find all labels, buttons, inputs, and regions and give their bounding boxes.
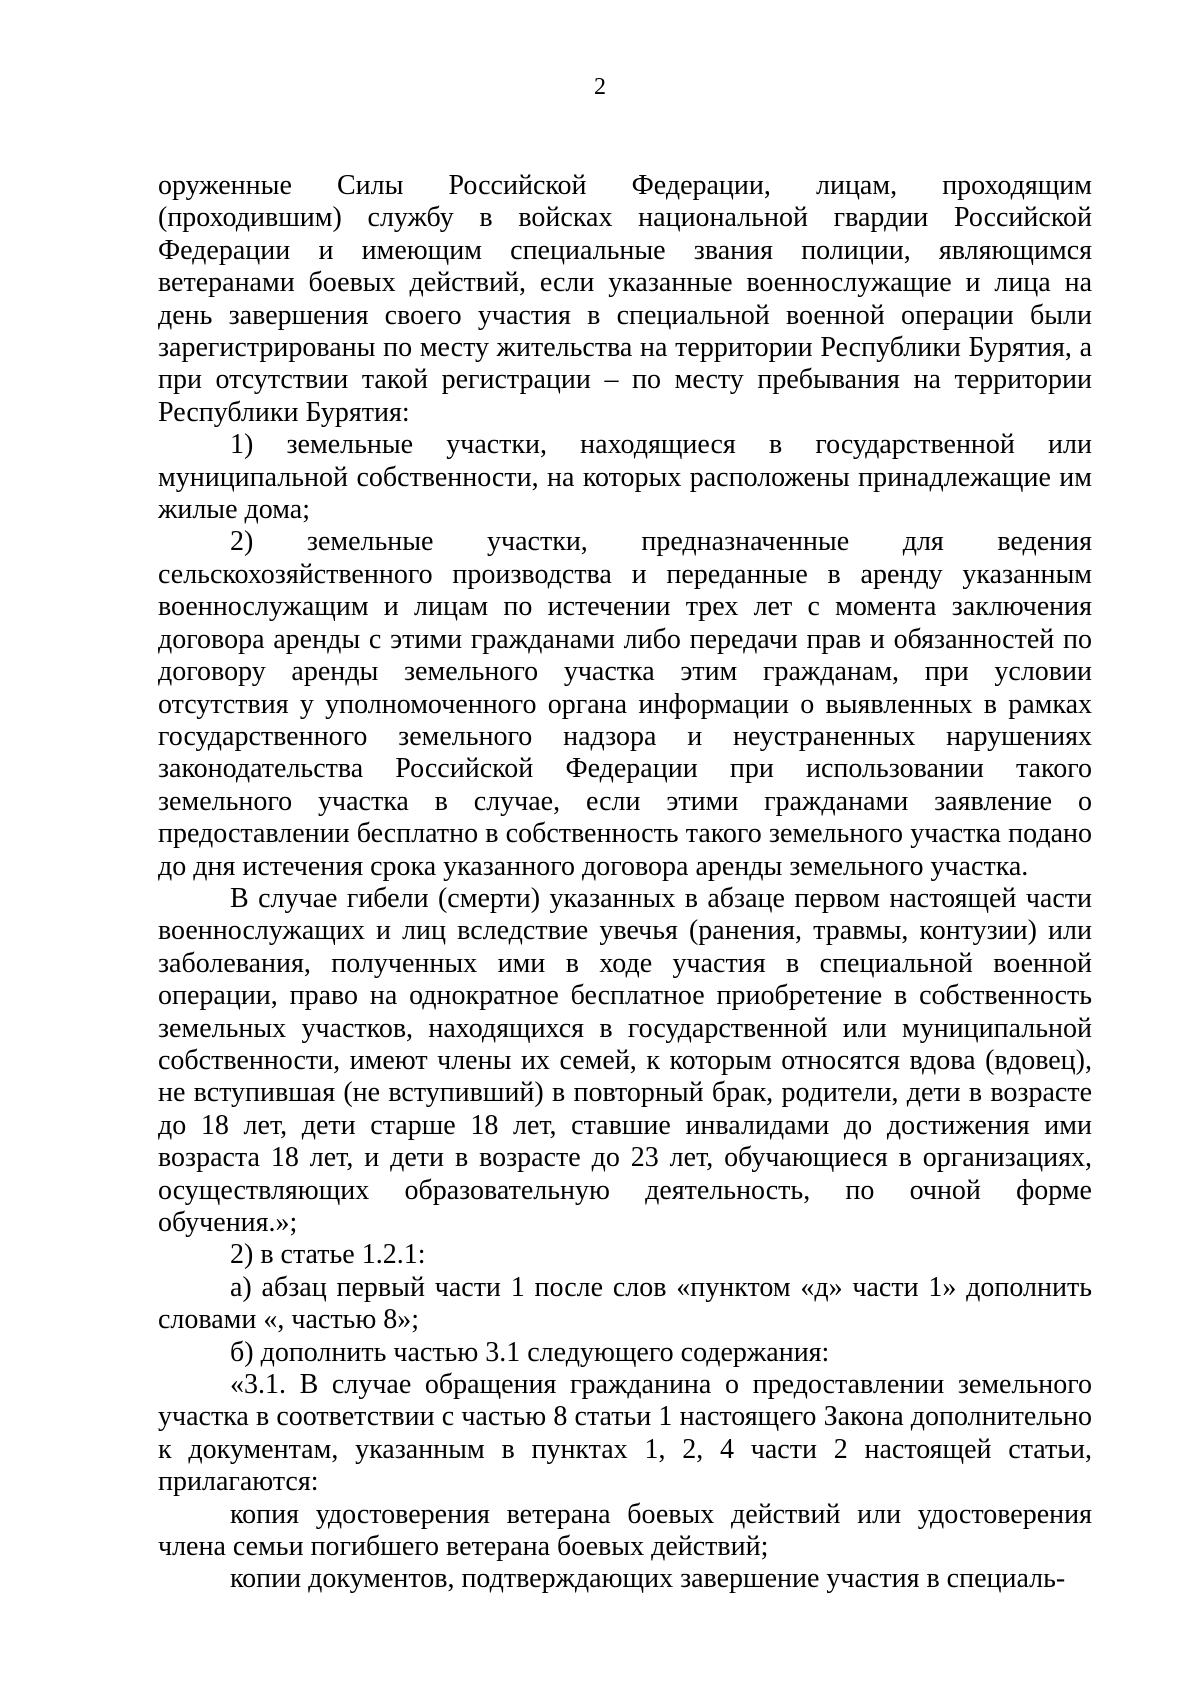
paragraph-amendment-b: б) дополнить частью 3.1 следующего содержания: bbox=[230, 1336, 830, 1368]
paragraph-veteran-certificate: копия удостоверения ветерана боевых действий или удостоверения члена семьи погибшего ветерана боевых действий; bbox=[158, 1498, 1092, 1563]
paragraph-intro-continuation: оруженные Силы Российской Федерации, лицам, проходящим (проходившим) службу в войсках национальной гвардии Российской Федерации и имеющим специальные звания полиции, являющимся ветеранами боевых действий, если указанные военнослужащие и лица на день завершения своего участия в специальной военной операции были зарегистрированы по месту жительства на территории Республики Бурятия, а при отсутствии такой регистрации – по месту пребывания на территории Республики Бурятия: bbox=[158, 170, 1092, 428]
document-body bbox=[158, 170, 1092, 1596]
paragraph-documents-copies: копии документов, подтверждающих завершение участия в специаль- bbox=[230, 1563, 1066, 1595]
paragraph-amendment-a: а) абзац первый части 1 после слов «пунктом «д» части 1» дополнить словами «, частью 8»; bbox=[158, 1271, 1092, 1336]
paragraph-item-2: 2) земельные участки, предназначенные для ведения сельскохозяйственного производства и переданные в аренду указанным военнослужащим и лицам по истечении трех лет с момента заключения договора аренды с этими гражданами либо передачи прав и обязанностей по договору аренды земельного участка этим гражданам, при условии отсутствия у уполномоченного органа информации о выявленных в рамках государственного земельного надзора и неустраненных нарушениях законодательства Российской Федерации при использовании такого земельного участка в случае, если этими гражданами заявление о предоставлении бесплатно в собственность такого земельного участка подано до дня истечения срока указанного договора аренды земельного участка. bbox=[158, 526, 1092, 882]
paragraph-part-3-1: «3.1. В случае обращения гражданина о предоставлении земельного участка в соответствии с частью 8 статьи 1 настоящего Закона дополнительно к документам, указанным в пунктах 1, 2, 4 части 2 настоящей статьи, прилагаются: bbox=[158, 1369, 1092, 1498]
paragraph-death-case: В случае гибели (смерти) указанных в абзаце первом настоящей части военнослужащих и лиц вследствие увечья (ранения, травмы, контузии) или заболевания, полученных ими в ходе участия в специальной военной операции, право на однократное бесплатное приобретение в собственность земельных участков, находящихся в государственной или муниципальной собственности, имеют члены их семей, к которым относятся вдова (вдовец), не вступившая (не вступивший) в повторный брак, родители, дети в возрасте до 18 лет, дети старше 18 лет, ставшие инвалидами до достижения ими возраста 18 лет, и дети в возрасте до 23 лет, обучающиеся в организациях, осуществляющих образовательную деятельность, по очной форме обучения.»; bbox=[158, 882, 1092, 1238]
page-number: 2 bbox=[594, 74, 606, 100]
paragraph-article-1-2-1: 2) в статье 1.2.1: bbox=[230, 1239, 426, 1271]
paragraph-item-1: 1) земельные участки, находящиеся в государственной или муниципальной собственности, на которых расположены принадлежащие им жилые дома; bbox=[158, 429, 1092, 526]
